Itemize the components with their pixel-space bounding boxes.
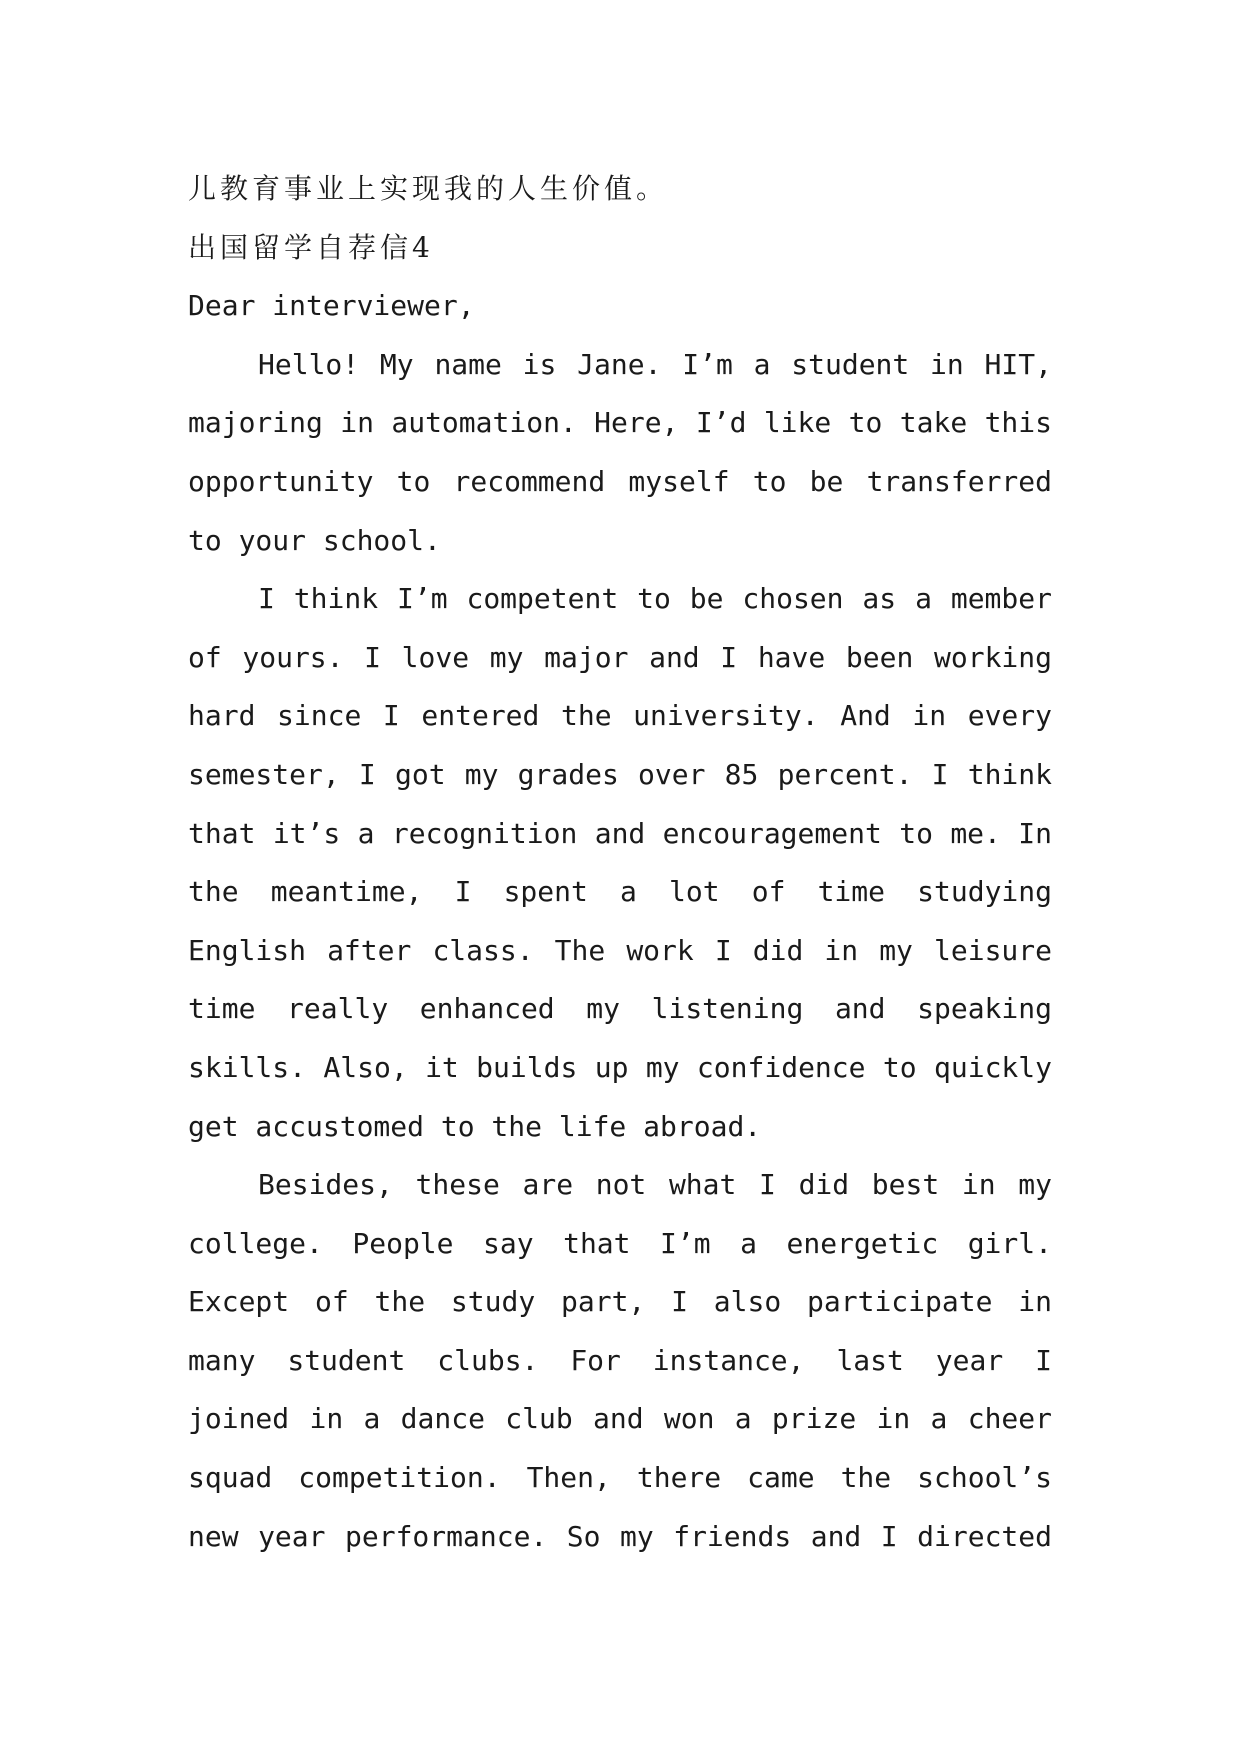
paragraph-line: get accustomed to the life abroad.: [188, 1109, 762, 1143]
continuation-line: 儿教育事业上实现我的人生价值。: [188, 172, 669, 205]
paragraph: [188, 336, 1052, 570]
paragraph-line: that it’s a recognition and encouragement to me. In: [188, 816, 1052, 850]
paragraph-line: of yours. I love my major and I have been working: [188, 640, 1052, 674]
paragraph-line: Besides, these are not what I did best in my: [258, 1168, 1052, 1202]
section-heading: 出国留学自荐信4: [188, 230, 434, 264]
paragraph-line: to your school.: [188, 523, 441, 557]
paragraph-line: time really enhanced my listening and speaking: [188, 992, 1052, 1026]
paragraph: [188, 1156, 1052, 1566]
paragraph-line: joined in a dance club and won a prize in a cheer: [188, 1402, 1052, 1436]
paragraph: [188, 570, 1052, 1156]
paragraph-line: I think I’m competent to be chosen as a member: [258, 582, 1052, 616]
paragraph-line: Except of the study part, I also participate in: [188, 1285, 1052, 1319]
paragraph-line: majoring in automation. Here, I’d like to take this: [188, 406, 1052, 440]
paragraph-line: many student clubs. For instance, last year I: [188, 1343, 1052, 1377]
paragraph-line: opportunity to recommend myself to be transferred: [188, 464, 1052, 498]
paragraph-line: semester, I got my grades over 85 percent. I think: [188, 757, 1052, 791]
salutation: Dear interviewer,: [188, 289, 475, 323]
paragraph-line: Hello! My name is Jane. I’m a student in HIT,: [258, 347, 1052, 381]
paragraph-line: college. People say that I’m a energetic girl.: [188, 1226, 1052, 1260]
paragraph-line: skills. Also, it builds up my confidence to quickly: [188, 1050, 1052, 1084]
paragraph-line: hard since I entered the university. And in every: [188, 699, 1052, 733]
paragraph-line: squad competition. Then, there came the school’s: [188, 1461, 1052, 1495]
document-body: [188, 160, 1052, 1566]
paragraph-line: English after class. The work I did in my leisure: [188, 933, 1052, 967]
paragraph-line: new year performance. So my friends and I directed: [188, 1519, 1052, 1553]
paragraph-line: the meantime, I spent a lot of time studying: [188, 875, 1052, 909]
